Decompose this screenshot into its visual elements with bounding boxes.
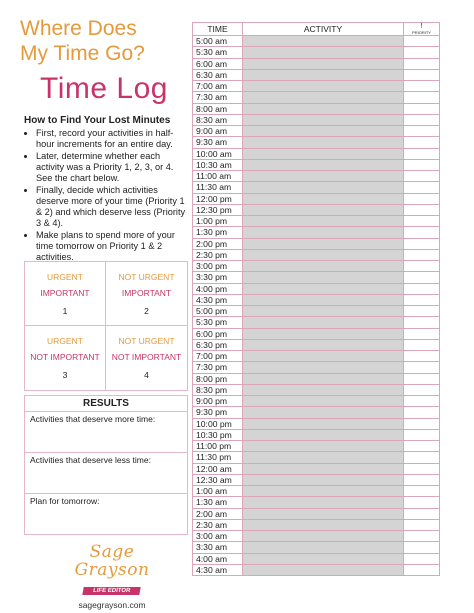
table-row [193, 362, 440, 373]
time-cell: 11:30 pm [193, 452, 243, 463]
activity-cell[interactable] [243, 249, 404, 260]
activity-cell[interactable] [243, 283, 404, 294]
time-cell: 6:00 am [193, 58, 243, 69]
table-row [193, 407, 440, 418]
time-cell: 6:30 pm [193, 339, 243, 350]
matrix-cell-1 [25, 262, 106, 326]
priority-cell[interactable] [404, 553, 440, 564]
table-row [193, 137, 440, 148]
time-cell: 4:30 am [193, 564, 243, 575]
time-cell: 6:00 pm [193, 328, 243, 339]
activity-cell[interactable] [243, 148, 404, 159]
activity-cell[interactable] [243, 171, 404, 182]
priority-cell[interactable] [404, 497, 440, 508]
table-row [193, 182, 440, 193]
activity-cell[interactable] [243, 216, 404, 227]
activity-cell[interactable] [243, 137, 404, 148]
table-row [193, 114, 440, 125]
activity-cell[interactable] [243, 373, 404, 384]
priority-cell[interactable] [404, 441, 440, 452]
instruction-item: • First, record your activities in half-hour increments for an entire day. [36, 128, 190, 150]
priority-cell[interactable] [404, 531, 440, 542]
activity-cell[interactable] [243, 486, 404, 497]
activity-cell[interactable] [243, 204, 404, 215]
matrix-cell-2 [106, 262, 187, 326]
priority-cell[interactable] [404, 148, 440, 159]
table-row [193, 92, 440, 103]
activity-cell[interactable] [243, 441, 404, 452]
matrix-label-importance: IMPORTANT [40, 288, 90, 298]
brand-url: sagegrayson.com [78, 600, 146, 610]
priority-cell[interactable] [404, 564, 440, 575]
activity-cell[interactable] [243, 474, 404, 485]
table-header-row [193, 23, 440, 36]
table-row [193, 384, 440, 395]
activity-cell[interactable] [243, 531, 404, 542]
time-cell: 2:00 pm [193, 238, 243, 249]
instruction-item: • Make plans to spend more of your time tomorrow on Priority 1 & 2 activities. [36, 230, 190, 263]
priority-cell[interactable] [404, 114, 440, 125]
activity-cell[interactable] [243, 396, 404, 407]
table-row [193, 441, 440, 452]
time-cell: 1:00 am [193, 486, 243, 497]
table-row [193, 531, 440, 542]
title-where-does-my-time-go [20, 16, 190, 66]
table-row [193, 317, 440, 328]
table-row [193, 58, 440, 69]
table-row [193, 553, 440, 564]
time-cell: 4:00 am [193, 553, 243, 564]
activity-cell[interactable] [243, 92, 404, 103]
priority-cell[interactable] [404, 351, 440, 362]
time-cell: 7:00 pm [193, 351, 243, 362]
table-row [193, 69, 440, 80]
priority-cell[interactable] [404, 294, 440, 305]
header-priority [404, 23, 440, 36]
priority-cell[interactable] [404, 216, 440, 227]
table-row [193, 294, 440, 305]
priority-cell[interactable] [404, 81, 440, 92]
time-cell: 1:30 pm [193, 227, 243, 238]
table-row [193, 171, 440, 182]
activity-cell[interactable] [243, 193, 404, 204]
activity-cell[interactable] [243, 351, 404, 362]
priority-cell[interactable] [404, 306, 440, 317]
table-row [193, 474, 440, 485]
time-cell: 10:30 pm [193, 429, 243, 440]
priority-cell[interactable] [404, 36, 440, 47]
table-row [193, 216, 440, 227]
time-cell: 11:00 am [193, 171, 243, 182]
priority-cell[interactable] [404, 328, 440, 339]
time-cell: 7:30 am [193, 92, 243, 103]
priority-cell[interactable] [404, 486, 440, 497]
brand-name: Sage Grayson [74, 542, 150, 580]
instruction-item: • Later, determine whether each activity was a Priority 1, 2, 3, or 4. See the chart below. [36, 151, 190, 184]
table-row [193, 497, 440, 508]
brand-logo [52, 543, 172, 610]
time-cell: 8:30 am [193, 114, 243, 125]
instructions [24, 115, 190, 264]
time-cell: 12:30 am [193, 474, 243, 485]
activity-cell[interactable] [243, 463, 404, 474]
priority-cell[interactable] [404, 238, 440, 249]
time-cell: 9:30 am [193, 137, 243, 148]
table-row [193, 519, 440, 530]
time-cell: 4:30 pm [193, 294, 243, 305]
title-line-1: Where Does [20, 17, 137, 40]
priority-cell[interactable] [404, 272, 440, 283]
time-cell: 9:30 pm [193, 407, 243, 418]
matrix-label-importance: NOT IMPORTANT [111, 352, 182, 362]
priority-cell[interactable] [404, 396, 440, 407]
activity-cell[interactable] [243, 418, 404, 429]
priority-cell[interactable] [404, 508, 440, 519]
priority-cell[interactable] [404, 283, 440, 294]
priority-cell[interactable] [404, 542, 440, 553]
priority-cell[interactable] [404, 204, 440, 215]
results-more-time[interactable]: Activities that deserve more time: [25, 412, 187, 453]
table-row [193, 283, 440, 294]
matrix-label-urgency: URGENT [47, 272, 83, 282]
matrix-label-urgency: NOT URGENT [118, 336, 175, 346]
priority-label: PRIORITY [412, 30, 431, 35]
time-cell: 3:00 am [193, 531, 243, 542]
time-cell: 7:00 am [193, 81, 243, 92]
instructions-heading: How to Find Your Lost Minutes [24, 115, 171, 126]
time-cell: 8:00 am [193, 103, 243, 114]
table-row [193, 396, 440, 407]
activity-cell[interactable] [243, 429, 404, 440]
table-row [193, 339, 440, 350]
activity-cell[interactable] [243, 519, 404, 530]
table-row [193, 261, 440, 272]
activity-cell[interactable] [243, 159, 404, 170]
activity-cell[interactable] [243, 103, 404, 114]
activity-cell[interactable] [243, 339, 404, 350]
matrix-number: 4 [144, 370, 149, 380]
priority-cell[interactable] [404, 171, 440, 182]
header-activity: ACTIVITY [243, 23, 404, 36]
activity-cell[interactable] [243, 452, 404, 463]
activity-cell[interactable] [243, 362, 404, 373]
priority-cell[interactable] [404, 69, 440, 80]
table-row [193, 227, 440, 238]
time-cell: 2:30 pm [193, 249, 243, 260]
activity-cell[interactable] [243, 182, 404, 193]
time-log-table [192, 22, 440, 576]
table-row [193, 159, 440, 170]
activity-cell[interactable] [243, 317, 404, 328]
priority-cell[interactable] [404, 182, 440, 193]
matrix-label-urgency: URGENT [47, 336, 83, 346]
priority-cell[interactable] [404, 429, 440, 440]
title-line-2: My Time Go? [20, 42, 145, 65]
activity-cell[interactable] [243, 542, 404, 553]
time-cell: 8:30 pm [193, 384, 243, 395]
brand-tagline: LIFE EDITOR [83, 587, 142, 595]
time-cell: 10:00 pm [193, 418, 243, 429]
priority-cell[interactable] [404, 58, 440, 69]
activity-cell[interactable] [243, 553, 404, 564]
matrix-number: 3 [62, 370, 68, 380]
instructions-list [24, 128, 190, 263]
table-row [193, 238, 440, 249]
table-row [193, 148, 440, 159]
activity-cell[interactable] [243, 58, 404, 69]
priority-cell[interactable] [404, 519, 440, 530]
activity-cell[interactable] [243, 261, 404, 272]
priority-cell[interactable] [404, 159, 440, 170]
time-cell: 3:30 pm [193, 272, 243, 283]
priority-cell[interactable] [404, 137, 440, 148]
table-row [193, 486, 440, 497]
activity-cell[interactable] [243, 69, 404, 80]
priority-cell[interactable] [404, 261, 440, 272]
table-row [193, 351, 440, 362]
priority-cell[interactable] [404, 418, 440, 429]
activity-cell[interactable] [243, 497, 404, 508]
matrix-cell-4 [106, 326, 187, 390]
time-cell: 9:00 am [193, 126, 243, 137]
time-log-body [193, 36, 440, 576]
priority-cell[interactable] [404, 126, 440, 137]
time-cell: 7:30 pm [193, 362, 243, 373]
table-row [193, 452, 440, 463]
table-row [193, 126, 440, 137]
priority-cell[interactable] [404, 452, 440, 463]
time-cell: 1:30 am [193, 497, 243, 508]
activity-cell[interactable] [243, 564, 404, 575]
table-row [193, 418, 440, 429]
priority-mark: ! [420, 23, 423, 30]
table-row [193, 564, 440, 575]
priority-cell[interactable] [404, 249, 440, 260]
time-cell: 12:00 am [193, 463, 243, 474]
page-title: Time Log [40, 72, 168, 105]
priority-cell[interactable] [404, 373, 440, 384]
priority-cell[interactable] [404, 227, 440, 238]
matrix-number: 1 [62, 306, 68, 316]
time-cell: 5:30 pm [193, 317, 243, 328]
time-cell: 8:00 pm [193, 373, 243, 384]
activity-cell[interactable] [243, 294, 404, 305]
priority-cell[interactable] [404, 317, 440, 328]
time-cell: 10:30 am [193, 159, 243, 170]
matrix-label-urgency: NOT URGENT [118, 272, 175, 282]
priority-cell[interactable] [404, 463, 440, 474]
activity-cell[interactable] [243, 114, 404, 125]
time-cell: 2:00 am [193, 508, 243, 519]
priority-cell[interactable] [404, 193, 440, 204]
table-row [193, 103, 440, 114]
table-row [193, 542, 440, 553]
time-cell: 3:00 pm [193, 261, 243, 272]
table-row [193, 272, 440, 283]
priority-cell[interactable] [404, 339, 440, 350]
time-cell: 12:30 pm [193, 204, 243, 215]
priority-cell[interactable] [404, 407, 440, 418]
matrix-label-importance: IMPORTANT [121, 288, 172, 298]
activity-cell[interactable] [243, 47, 404, 58]
table-row [193, 193, 440, 204]
activity-cell[interactable] [243, 81, 404, 92]
time-cell: 3:30 am [193, 542, 243, 553]
instruction-item: • Finally, decide which activities deserve more of your time (Priority 1 & 2) and which deserve less (Priority 3 & 4). [36, 185, 190, 229]
table-row [193, 508, 440, 519]
time-cell: 5:00 am [193, 36, 243, 47]
activity-cell[interactable] [243, 227, 404, 238]
table-row [193, 36, 440, 47]
time-cell: 5:30 am [193, 47, 243, 58]
table-row [193, 204, 440, 215]
matrix-cell-3 [25, 326, 106, 390]
priority-cell[interactable] [404, 384, 440, 395]
time-cell: 12:00 pm [193, 193, 243, 204]
priority-cell[interactable] [404, 103, 440, 114]
time-cell: 6:30 am [193, 69, 243, 80]
results-title: RESULTS [25, 396, 187, 412]
time-cell: 1:00 pm [193, 216, 243, 227]
table-row [193, 328, 440, 339]
table-row [193, 429, 440, 440]
table-row [193, 81, 440, 92]
activity-cell[interactable] [243, 126, 404, 137]
time-cell: 5:00 pm [193, 306, 243, 317]
table-row [193, 373, 440, 384]
results-box [24, 395, 188, 535]
table-row [193, 47, 440, 58]
activity-cell[interactable] [243, 272, 404, 283]
matrix-number: 2 [144, 306, 149, 316]
priority-matrix [24, 261, 188, 391]
time-cell: 11:30 am [193, 182, 243, 193]
table-row [193, 249, 440, 260]
time-cell: 11:00 pm [193, 441, 243, 452]
matrix-label-importance: NOT IMPORTANT [30, 352, 100, 362]
time-cell: 10:00 am [193, 148, 243, 159]
table-row [193, 463, 440, 474]
priority-cell[interactable] [404, 92, 440, 103]
priority-cell[interactable] [404, 47, 440, 58]
results-plan-tomorrow[interactable]: Plan for tomorrow: [30, 496, 100, 506]
results-less-time[interactable]: Activities that deserve less time: [25, 453, 187, 494]
time-cell: 9:00 pm [193, 396, 243, 407]
time-cell: 2:30 am [193, 519, 243, 530]
table-row [193, 306, 440, 317]
priority-cell[interactable] [404, 362, 440, 373]
priority-cell[interactable] [404, 474, 440, 485]
time-cell: 4:00 pm [193, 283, 243, 294]
activity-cell[interactable] [243, 407, 404, 418]
activity-cell[interactable] [243, 238, 404, 249]
activity-cell[interactable] [243, 508, 404, 519]
activity-cell[interactable] [243, 328, 404, 339]
header-time: TIME [193, 23, 243, 36]
activity-cell[interactable] [243, 384, 404, 395]
activity-cell[interactable] [243, 36, 404, 47]
activity-cell[interactable] [243, 306, 404, 317]
